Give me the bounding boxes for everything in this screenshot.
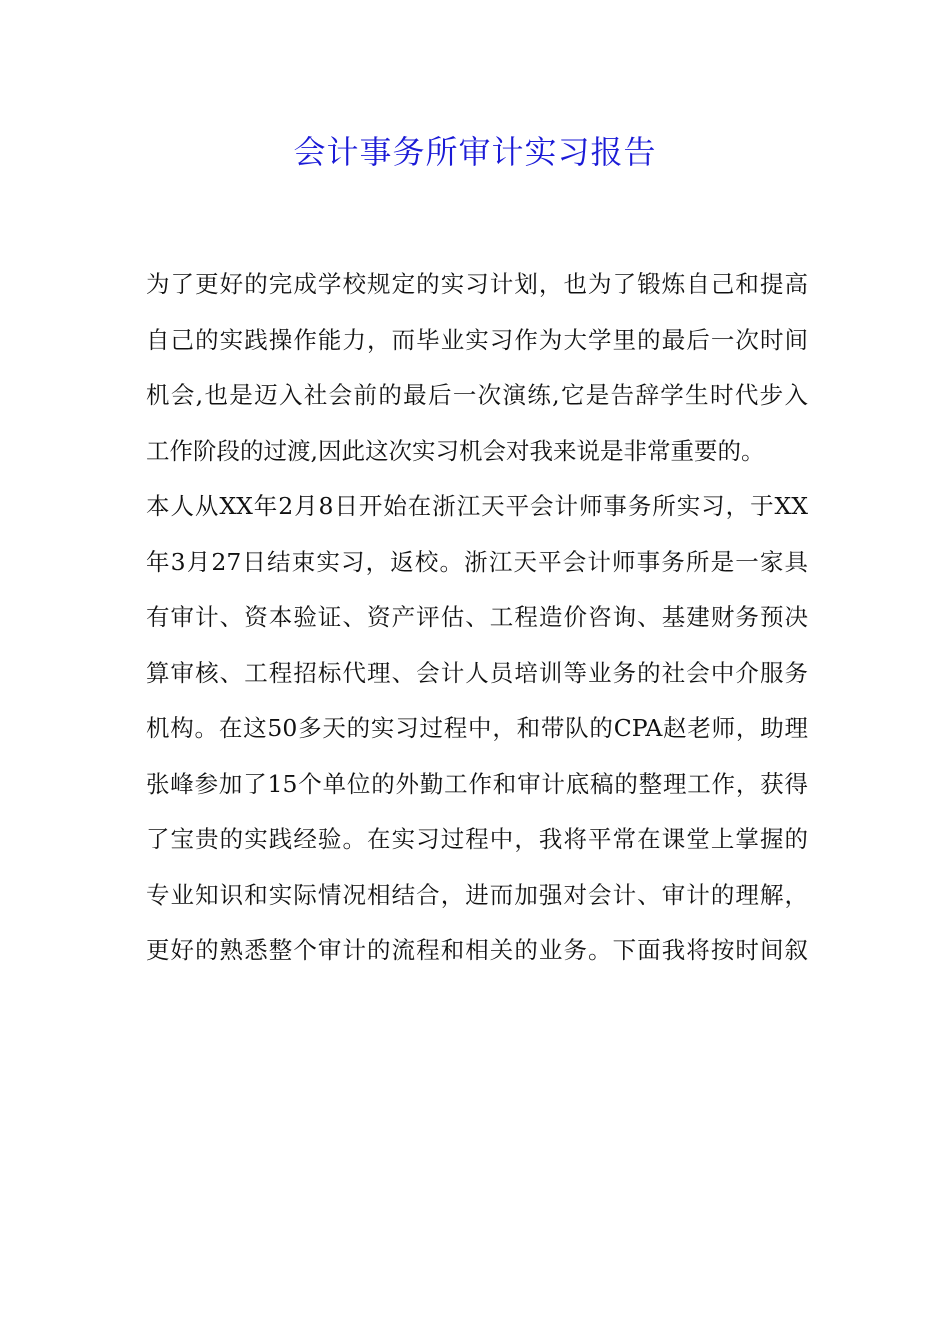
body-line: 专业知识和实际情况相结合，进而加强对会计、审计的理解， bbox=[146, 880, 808, 909]
document-title: 会计事务所审计实习报告 bbox=[293, 133, 657, 171]
body-line: 年3月27日结束实习，返校。浙江天平会计师事务所是一家具 bbox=[146, 547, 808, 576]
body-line: 更好的熟悉整个审计的流程和相关的业务。下面我将按时间叙 bbox=[146, 936, 808, 964]
body-line: 机构。在这50多天的实习过程中，和带队的CPA赵老师，助理 bbox=[146, 714, 808, 742]
body-line: 了宝贵的实践经验。在实习过程中，我将平常在课堂上掌握的 bbox=[146, 825, 808, 853]
body-line: 为了更好的完成学校规定的实习计划，也为了锻炼自己和提高 bbox=[146, 270, 808, 298]
body-line: 有审计、资本验证、资产评估、工程造价咨询、基建财务预决 bbox=[146, 603, 808, 631]
body-line: 机会,也是迈入社会前的最后一次演练,它是告辞学生时代步入 bbox=[146, 381, 808, 409]
body-line: 工作阶段的过渡,因此这次实习机会对我来说是非常重要的。 bbox=[146, 436, 765, 465]
document-body bbox=[146, 262, 808, 984]
body-line: 本人从XX年2月8日开始在浙江天平会计师事务所实习，于XX bbox=[146, 492, 808, 520]
body-line: 自己的实践操作能力，而毕业实习作为大学里的最后一次时间 bbox=[146, 325, 808, 354]
body-line: 算审核、工程招标代理、会计人员培训等业务的社会中介服务 bbox=[146, 658, 808, 687]
body-line: 张峰参加了15个单位的外勤工作和审计底稿的整理工作，获得 bbox=[146, 769, 808, 798]
